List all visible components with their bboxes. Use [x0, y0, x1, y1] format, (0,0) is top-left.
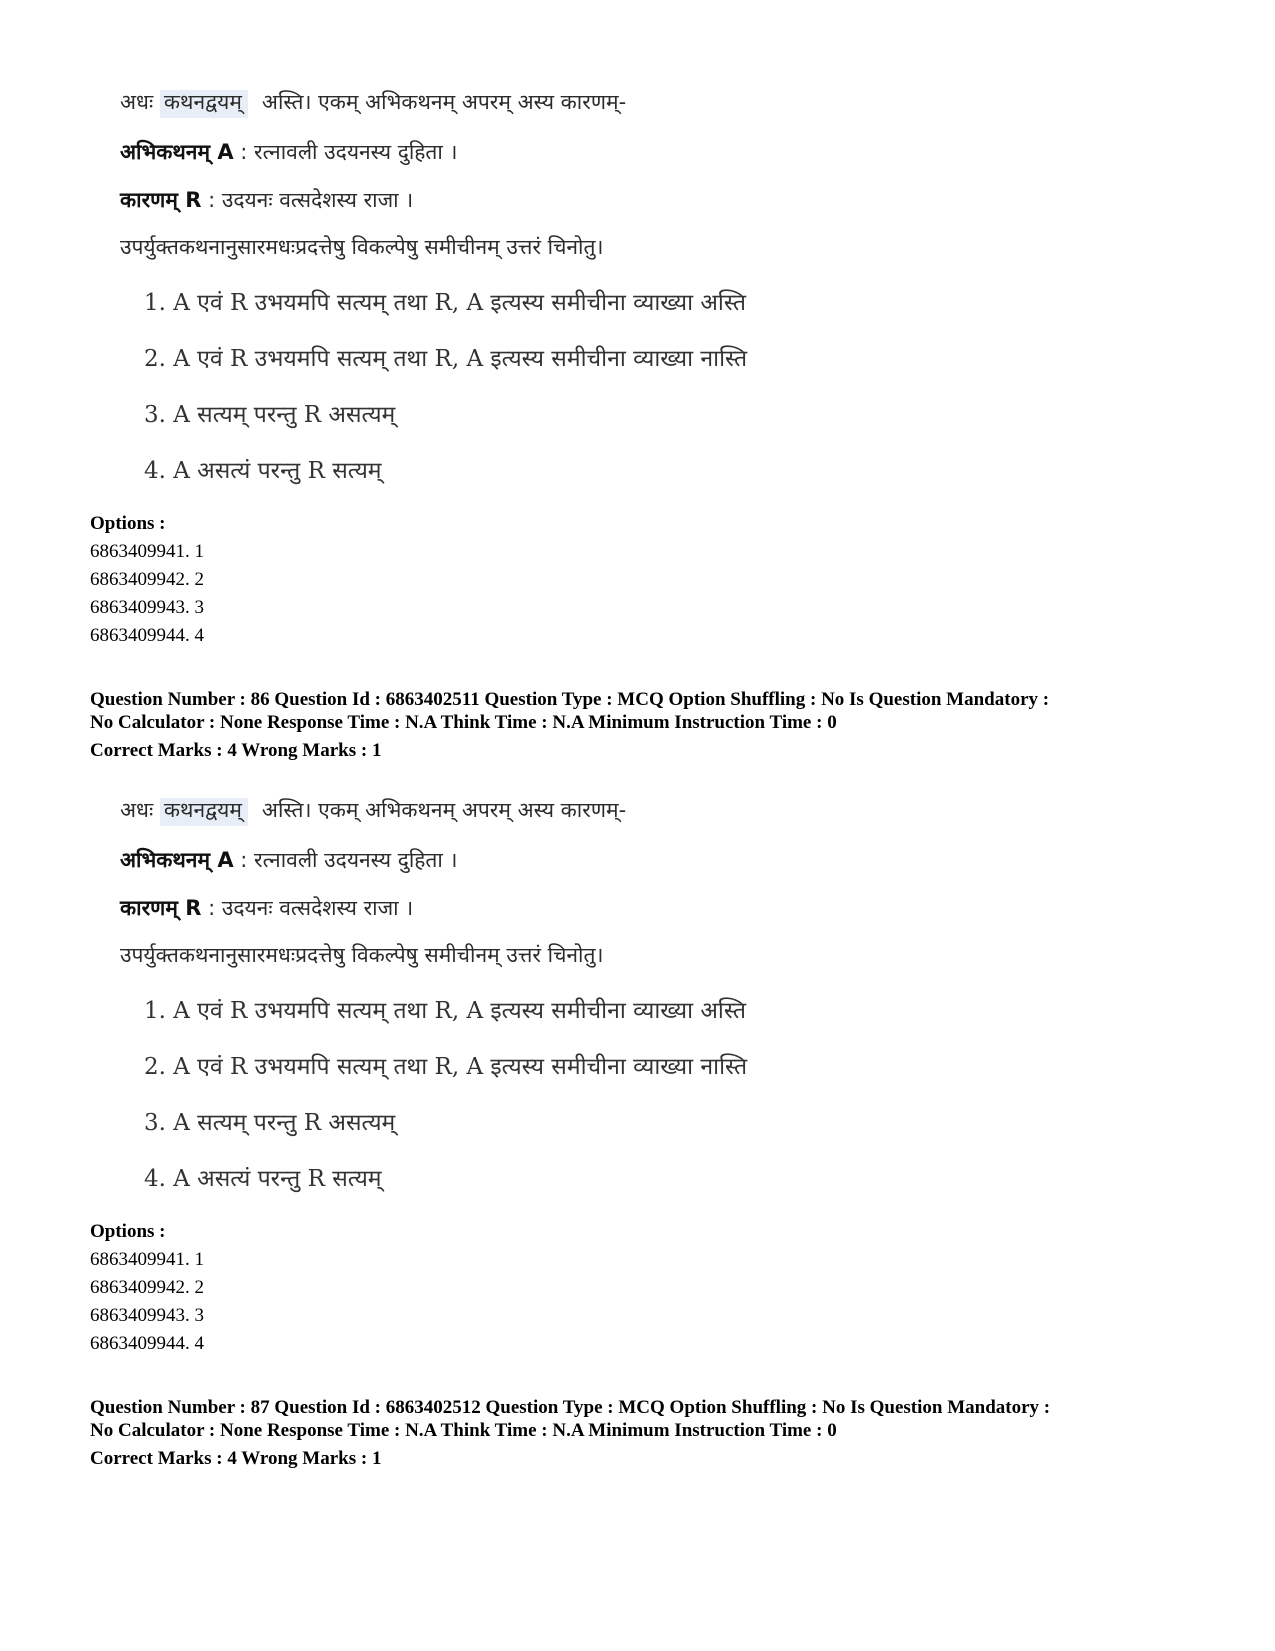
intro-highlight: कथनद्वयम्	[160, 90, 248, 118]
choice-4: 4. A असत्यं परन्तु R सत्यम्	[144, 1166, 382, 1192]
intro-after: अस्ति। एकम् अभिकथनम् अपरम् अस्य कारणम्-	[261, 90, 627, 114]
question-instruction: उपर्युक्तकथनानुसारमधःप्रदत्तेषु विकल्पेषु समीचीनम् उत्तरं चिनोतु।	[120, 943, 604, 967]
question-meta-87	[90, 1396, 1190, 1470]
option-item: 6863409942. 2	[90, 569, 204, 590]
options-list-2	[90, 1218, 204, 1358]
reason-statement	[120, 894, 413, 922]
question-meta-86	[90, 688, 1190, 762]
choice-1: 1. A एवं R उभयमपि सत्यम् तथा R, A इत्यस्य समीचीना व्याख्या अस्ति	[144, 998, 746, 1024]
meta-line-1: Question Number : 87 Question Id : 6863402512 Question Type : MCQ Option Shuffling : No Is Question Mandatory :	[90, 1397, 1051, 1418]
option-item: 6863409941. 1	[90, 541, 204, 562]
assertion-statement	[120, 138, 457, 166]
assertion-label: अभिकथनम् A	[120, 140, 234, 164]
assertion-text: : रत्नावली उदयनस्य दुहिता ।	[240, 140, 458, 164]
choice-3: 3. A सत्यम् परन्तु R असत्यम्	[144, 402, 396, 428]
option-item: 6863409942. 2	[90, 1277, 204, 1298]
reason-text: : उदयनः वत्सदेशस्य राजा ।	[208, 188, 414, 212]
meta-line-2: No Calculator : None Response Time : N.A Think Time : N.A Minimum Instruction Time : 0	[90, 712, 837, 733]
choice-2: 2. A एवं R उभयमपि सत्यम् तथा R, A इत्यस्य समीचीना व्याख्या नास्ति	[144, 346, 748, 372]
question-instruction: उपर्युक्तकथनानुसारमधःप्रदत्तेषु विकल्पेषु समीचीनम् उत्तरं चिनोतु।	[120, 235, 604, 259]
question-intro	[120, 796, 626, 824]
option-item: 6863409944. 4	[90, 625, 204, 646]
question-intro	[120, 88, 626, 116]
meta-line-3: Correct Marks : 4 Wrong Marks : 1	[90, 1448, 382, 1469]
option-item: 6863409941. 1	[90, 1249, 204, 1270]
assertion-label: अभिकथनम् A	[120, 848, 234, 872]
meta-line-3: Correct Marks : 4 Wrong Marks : 1	[90, 740, 382, 761]
reason-statement	[120, 186, 413, 214]
assertion-text: : रत्नावली उदयनस्य दुहिता ।	[240, 848, 458, 872]
option-item: 6863409944. 4	[90, 1333, 204, 1354]
options-label: Options :	[90, 513, 166, 534]
choice-2: 2. A एवं R उभयमपि सत्यम् तथा R, A इत्यस्य समीचीना व्याख्या नास्ति	[144, 1054, 748, 1080]
reason-text: : उदयनः वत्सदेशस्य राजा ।	[208, 896, 414, 920]
meta-line-1: Question Number : 86 Question Id : 6863402511 Question Type : MCQ Option Shuffling : No Is Question Mandatory :	[90, 689, 1050, 710]
choice-4: 4. A असत्यं परन्तु R सत्यम्	[144, 458, 382, 484]
intro-before: अधः	[120, 798, 154, 822]
reason-label: कारणम् R	[120, 188, 202, 212]
assertion-statement	[120, 846, 457, 874]
options-label: Options :	[90, 1221, 166, 1242]
choice-1: 1. A एवं R उभयमपि सत्यम् तथा R, A इत्यस्य समीचीना व्याख्या अस्ति	[144, 290, 746, 316]
meta-line-2: No Calculator : None Response Time : N.A Think Time : N.A Minimum Instruction Time : 0	[90, 1420, 837, 1441]
option-item: 6863409943. 3	[90, 597, 204, 618]
choice-3: 3. A सत्यम् परन्तु R असत्यम्	[144, 1110, 396, 1136]
intro-before: अधः	[120, 90, 154, 114]
intro-after: अस्ति। एकम् अभिकथनम् अपरम् अस्य कारणम्-	[261, 798, 627, 822]
option-item: 6863409943. 3	[90, 1305, 204, 1326]
reason-label: कारणम् R	[120, 896, 202, 920]
intro-highlight: कथनद्वयम्	[160, 798, 248, 826]
options-list-1	[90, 510, 204, 650]
